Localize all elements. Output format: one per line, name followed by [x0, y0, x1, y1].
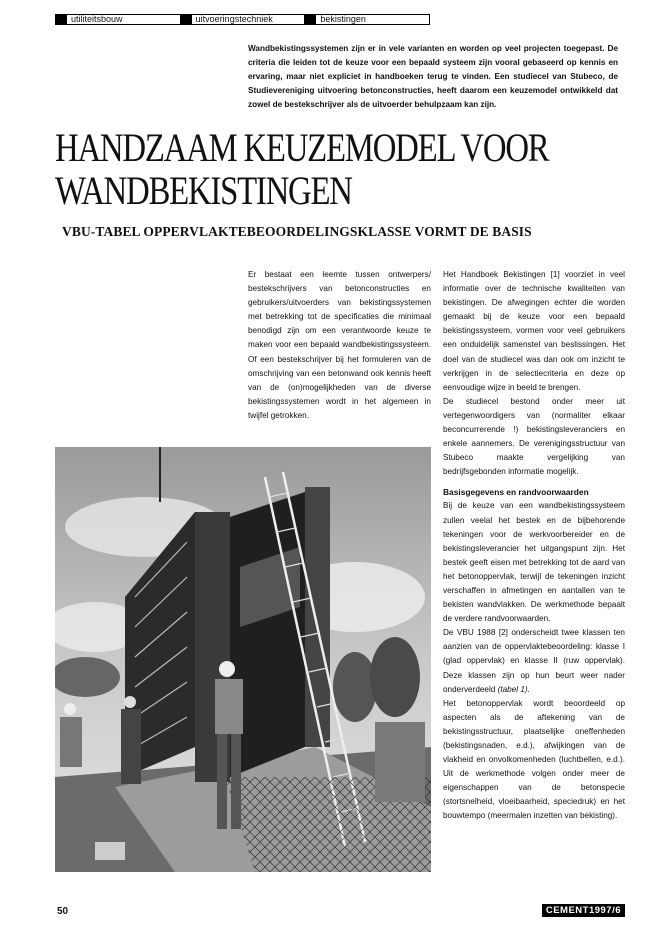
- tab-label: uitvoeringstechniek: [195, 14, 273, 24]
- tab-marker: [305, 14, 316, 25]
- magazine-label: CEMENT1997/6: [542, 904, 625, 917]
- paragraph: Het betonoppervlak wordt beoordeeld op aspecten als de aftekening van de bekistingsstructuur, plaatselijke oneffenheden (bekistingsnaden, e.d.), afwijkingen van de vlakheid en onvolkomenheden (luchtbellen, e.d.). Uit de werkmethode volgen onder meer de eigenschappen van de betonspecie (stortsnelheid, vloeibaarheid, speciedruk) en het bouwtempo (meermalen inzetten van bekisting).: [443, 698, 625, 821]
- tab-marker: [56, 14, 67, 25]
- tab-label: utiliteitsbouw: [71, 14, 123, 24]
- tab-utiliteitsbouw: [55, 14, 181, 25]
- page-number: 50: [57, 906, 69, 917]
- subtitle: VBU-TABEL OPPERVLAKTEBEOORDELINGSKLASSE VORMT DE BASIS: [62, 224, 532, 239]
- page-title: [55, 125, 549, 213]
- paragraph: Bij de keuze van een wandbekistingssysteem zullen veelal het bestek en de bijbehorende tekeningen voor de werkvoorbereider en de bekistingsleverancier het uitgangspunt zijn. Het bestek geeft eisen met betrekking tot de aard van het betonoppervlak, terwijl de tekeningen inzicht verschaffen in afmetingen en aantallen van te bekisten wandvlakken. De werkmethode bepaalt de verdere randvoorwaarden.: [443, 501, 625, 624]
- table-reference: (tabel 1).: [497, 684, 530, 694]
- section-tabs: [55, 14, 430, 27]
- title-line-1: HANDZAAM KEUZEMODEL VOOR: [55, 125, 549, 170]
- paragraph: [443, 626, 625, 696]
- paragraph-text: De VBU 1988 [2] onderscheidt twee klassen ten aanzien van de oppervlaktebeoordeling: klasse I (glad oppervlak) en klasse II (ruw oppervlak). Deze klassen zijn op hun beurt weer nader onderverdeeld: [443, 628, 625, 694]
- paragraph: Er bestaat een leemte tussen ontwerpers/ bestekschrijvers van betonconstructies en gebruikers/uitvoerders van bekistingssystemen met betrekking tot de specificaties die minimaal benodigd zijn om een verantwoorde keuze te maken voor een bepaald wandbekistingssysteem. Of een bestekschrijver bij het formuleren van de omschrijving van een betonwand ook kennis heeft van de (on)mogelijkheden van de diverse bekistingssystemen wordt in het algemeen in twijfel getrokken.: [248, 270, 431, 420]
- lead-paragraph: Wandbekistingssystemen zijn er in vele varianten en worden op veel projecten toegepast. De criteria die leiden tot de keuze voor een bepaald systeem zijn vooral gebaseerd op kennis en ervaring, maar niet expliciet in handboeken terug te vinden. Een studiecel van Stubeco, de Studievereniging uitvoering betonconstructies, heeft daarom een keuzemodel ontwikkeld dat zowel de bestekschrijver als de uitvoerder behulpzaam kan zijn.: [248, 44, 618, 110]
- construction-photo: [55, 447, 431, 872]
- column-right: [443, 268, 625, 824]
- tab-uitvoeringstechniek: [181, 14, 306, 25]
- tab-label: bekistingen: [320, 14, 366, 24]
- tab-marker: [181, 14, 192, 25]
- tab-bekistingen: [305, 14, 430, 25]
- paragraph: Het Handboek Bekistingen [1] voorziet in veel informatie over de technische kwaliteiten van bekistingen. De afwegingen echter die worden gemaakt bij de keuze voor een bepaald bekistingssysteem, vormen voor veel gebruikers een onduidelijk samenstel van beslissingen. Het doel van de studiecel was dan ook om inzicht te verkrijgen in de selectiecriteria en deze op eenvoudige wijze in beeld te brengen.: [443, 270, 625, 392]
- column-left: [248, 268, 431, 423]
- section-heading: Basisgegevens en randvoorwaarden: [443, 487, 589, 498]
- paragraph: De studiecel bestond onder meer uit vertegenwoordigers van (normaliter elkaar beconcurrerende !) bekistingsleveranciers en enkele aannemers. De verenigingsstructuur van Stubeco maakte vergelijking van bedrijfsgebonden informatie mogelijk.: [443, 396, 625, 477]
- title-line-2: WANDBEKISTINGEN: [55, 168, 352, 213]
